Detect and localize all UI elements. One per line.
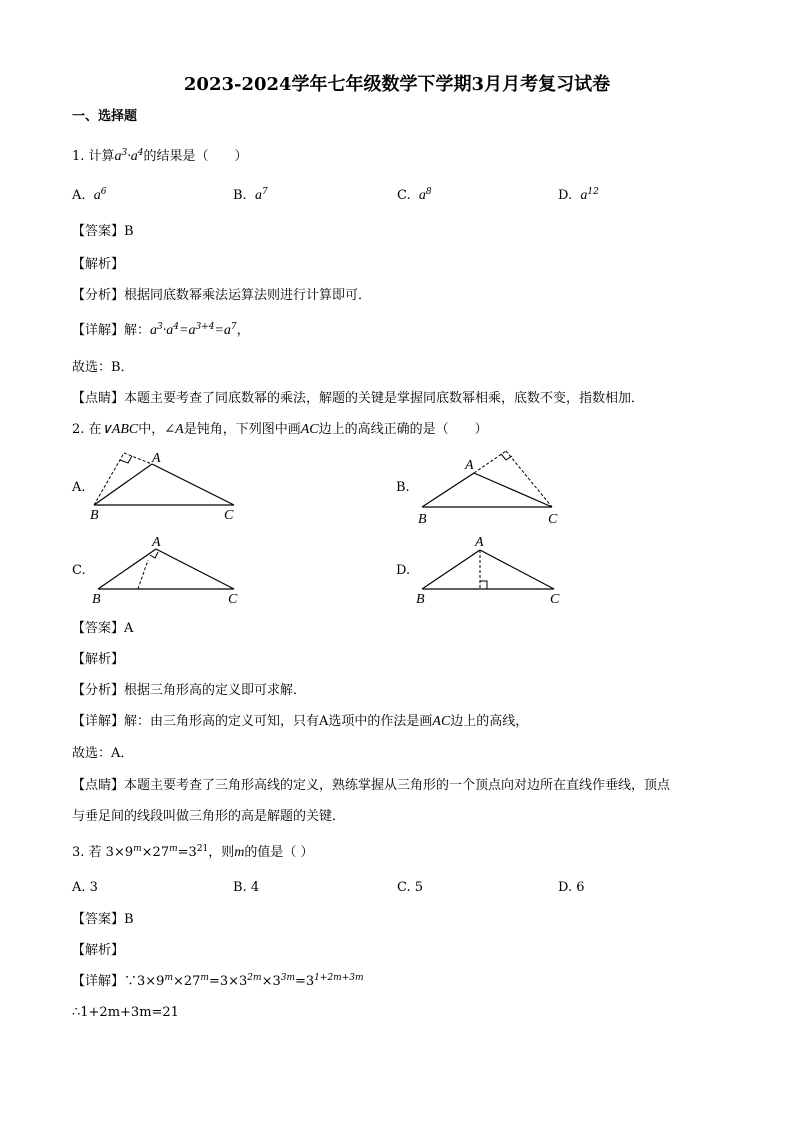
q1-option-d: D. $a^{12}$ <box>558 187 599 203</box>
vertex-label-a: A <box>152 535 161 550</box>
q2-dianjing-1: 【点睛】本题主要考查了三角形高线的定义，熟练掌握从三角形的一个顶点向对边所在直线作垂线，顶点 <box>72 778 671 793</box>
vertex-label-b: B <box>416 592 425 607</box>
q3-option-c: C. 5 <box>397 880 424 895</box>
q2-dianjing-2: 与垂足间的线段叫做三角形的高是解题的关键． <box>72 809 346 824</box>
q3-option-d: D. 6 <box>558 880 585 895</box>
vertex-label-c: C <box>228 592 238 607</box>
q1-option-c: C. $a^8$ <box>397 187 432 203</box>
q1-stem: 1. 计算$a^3\cdot a^4$的结果是（ ） <box>72 148 248 164</box>
q2-figure-a <box>82 448 252 528</box>
q1-fenxi: 【分析】根据同底数幂乘法运算法则进行计算即可． <box>72 288 372 303</box>
vertex-label-c: C <box>224 508 234 523</box>
q3-option-b: B. 4 <box>233 880 260 895</box>
q1-answer: 【答案】B <box>72 224 134 239</box>
q3-answer: 【答案】B <box>72 912 134 927</box>
q2-figure-b <box>410 445 580 533</box>
section-heading: 一、选择题 <box>72 109 138 124</box>
q2-answer: 【答案】A <box>72 621 134 636</box>
q1-option-a: A. $a^6$ <box>72 187 107 203</box>
vertex-label-c: C <box>550 592 560 607</box>
q1-choose: 故选：B． <box>72 360 134 375</box>
vertex-label-a: A <box>475 535 484 550</box>
q1-dianjing: 【点睛】本题主要考查了同底数幂的乘法，解题的关键是掌握同底数幂相乘，底数不变，指数相加． <box>72 391 645 406</box>
q3-analysis: 【解析】 <box>72 943 125 958</box>
q3-option-a: A. 3 <box>72 880 98 895</box>
q2-option-d-label: D. <box>396 563 411 578</box>
q3-stem: 3. 若 $3\times 9^m\times 27^m=3^{21}$，则m的值是（ ） <box>72 844 314 860</box>
q2-option-a-label: A. <box>72 480 86 495</box>
q1-detail: 【详解】解：$a^3\cdot a^4=a^{3+4}=a^7$， <box>72 322 250 338</box>
q2-detail: 【详解】解：由三角形高的定义可知，只有A选项中的作法是画AC边上的高线， <box>72 714 529 729</box>
vertex-label-b: B <box>418 512 427 527</box>
q2-fenxi: 【分析】根据三角形高的定义即可求解． <box>72 683 307 698</box>
q1-analysis: 【解析】 <box>72 257 125 272</box>
q2-figure-d <box>410 530 580 614</box>
q2-option-b-label: B. <box>396 480 410 495</box>
q2-option-c-label: C. <box>72 563 86 578</box>
vertex-label-a: A <box>465 458 474 473</box>
vertex-label-a: A <box>152 451 161 466</box>
q1-option-b: B. $a^7$ <box>233 187 268 203</box>
q2-figure-c <box>86 533 256 613</box>
q3-detail: 【详解】$\because 3\times 9^m\times 27^m=3\times 3^{2m}\times 3^{3m}=3^{1+2m+3m}$ <box>72 973 364 989</box>
q2-stem: 2. 在∨ABC中，∠A是钝角，下列图中画AC边上的高线正确的是（ ） <box>72 422 488 437</box>
q2-analysis: 【解析】 <box>72 652 125 667</box>
q3-last-line: ∴1+2m+3m=21 <box>72 1005 179 1020</box>
vertex-label-b: B <box>92 592 101 607</box>
vertex-label-b: B <box>90 508 99 523</box>
q2-choose: 故选：A． <box>72 746 134 761</box>
page-title: 2023-2024学年七年级数学下学期3月月考复习试卷 <box>183 74 611 95</box>
vertex-label-c: C <box>548 512 558 527</box>
